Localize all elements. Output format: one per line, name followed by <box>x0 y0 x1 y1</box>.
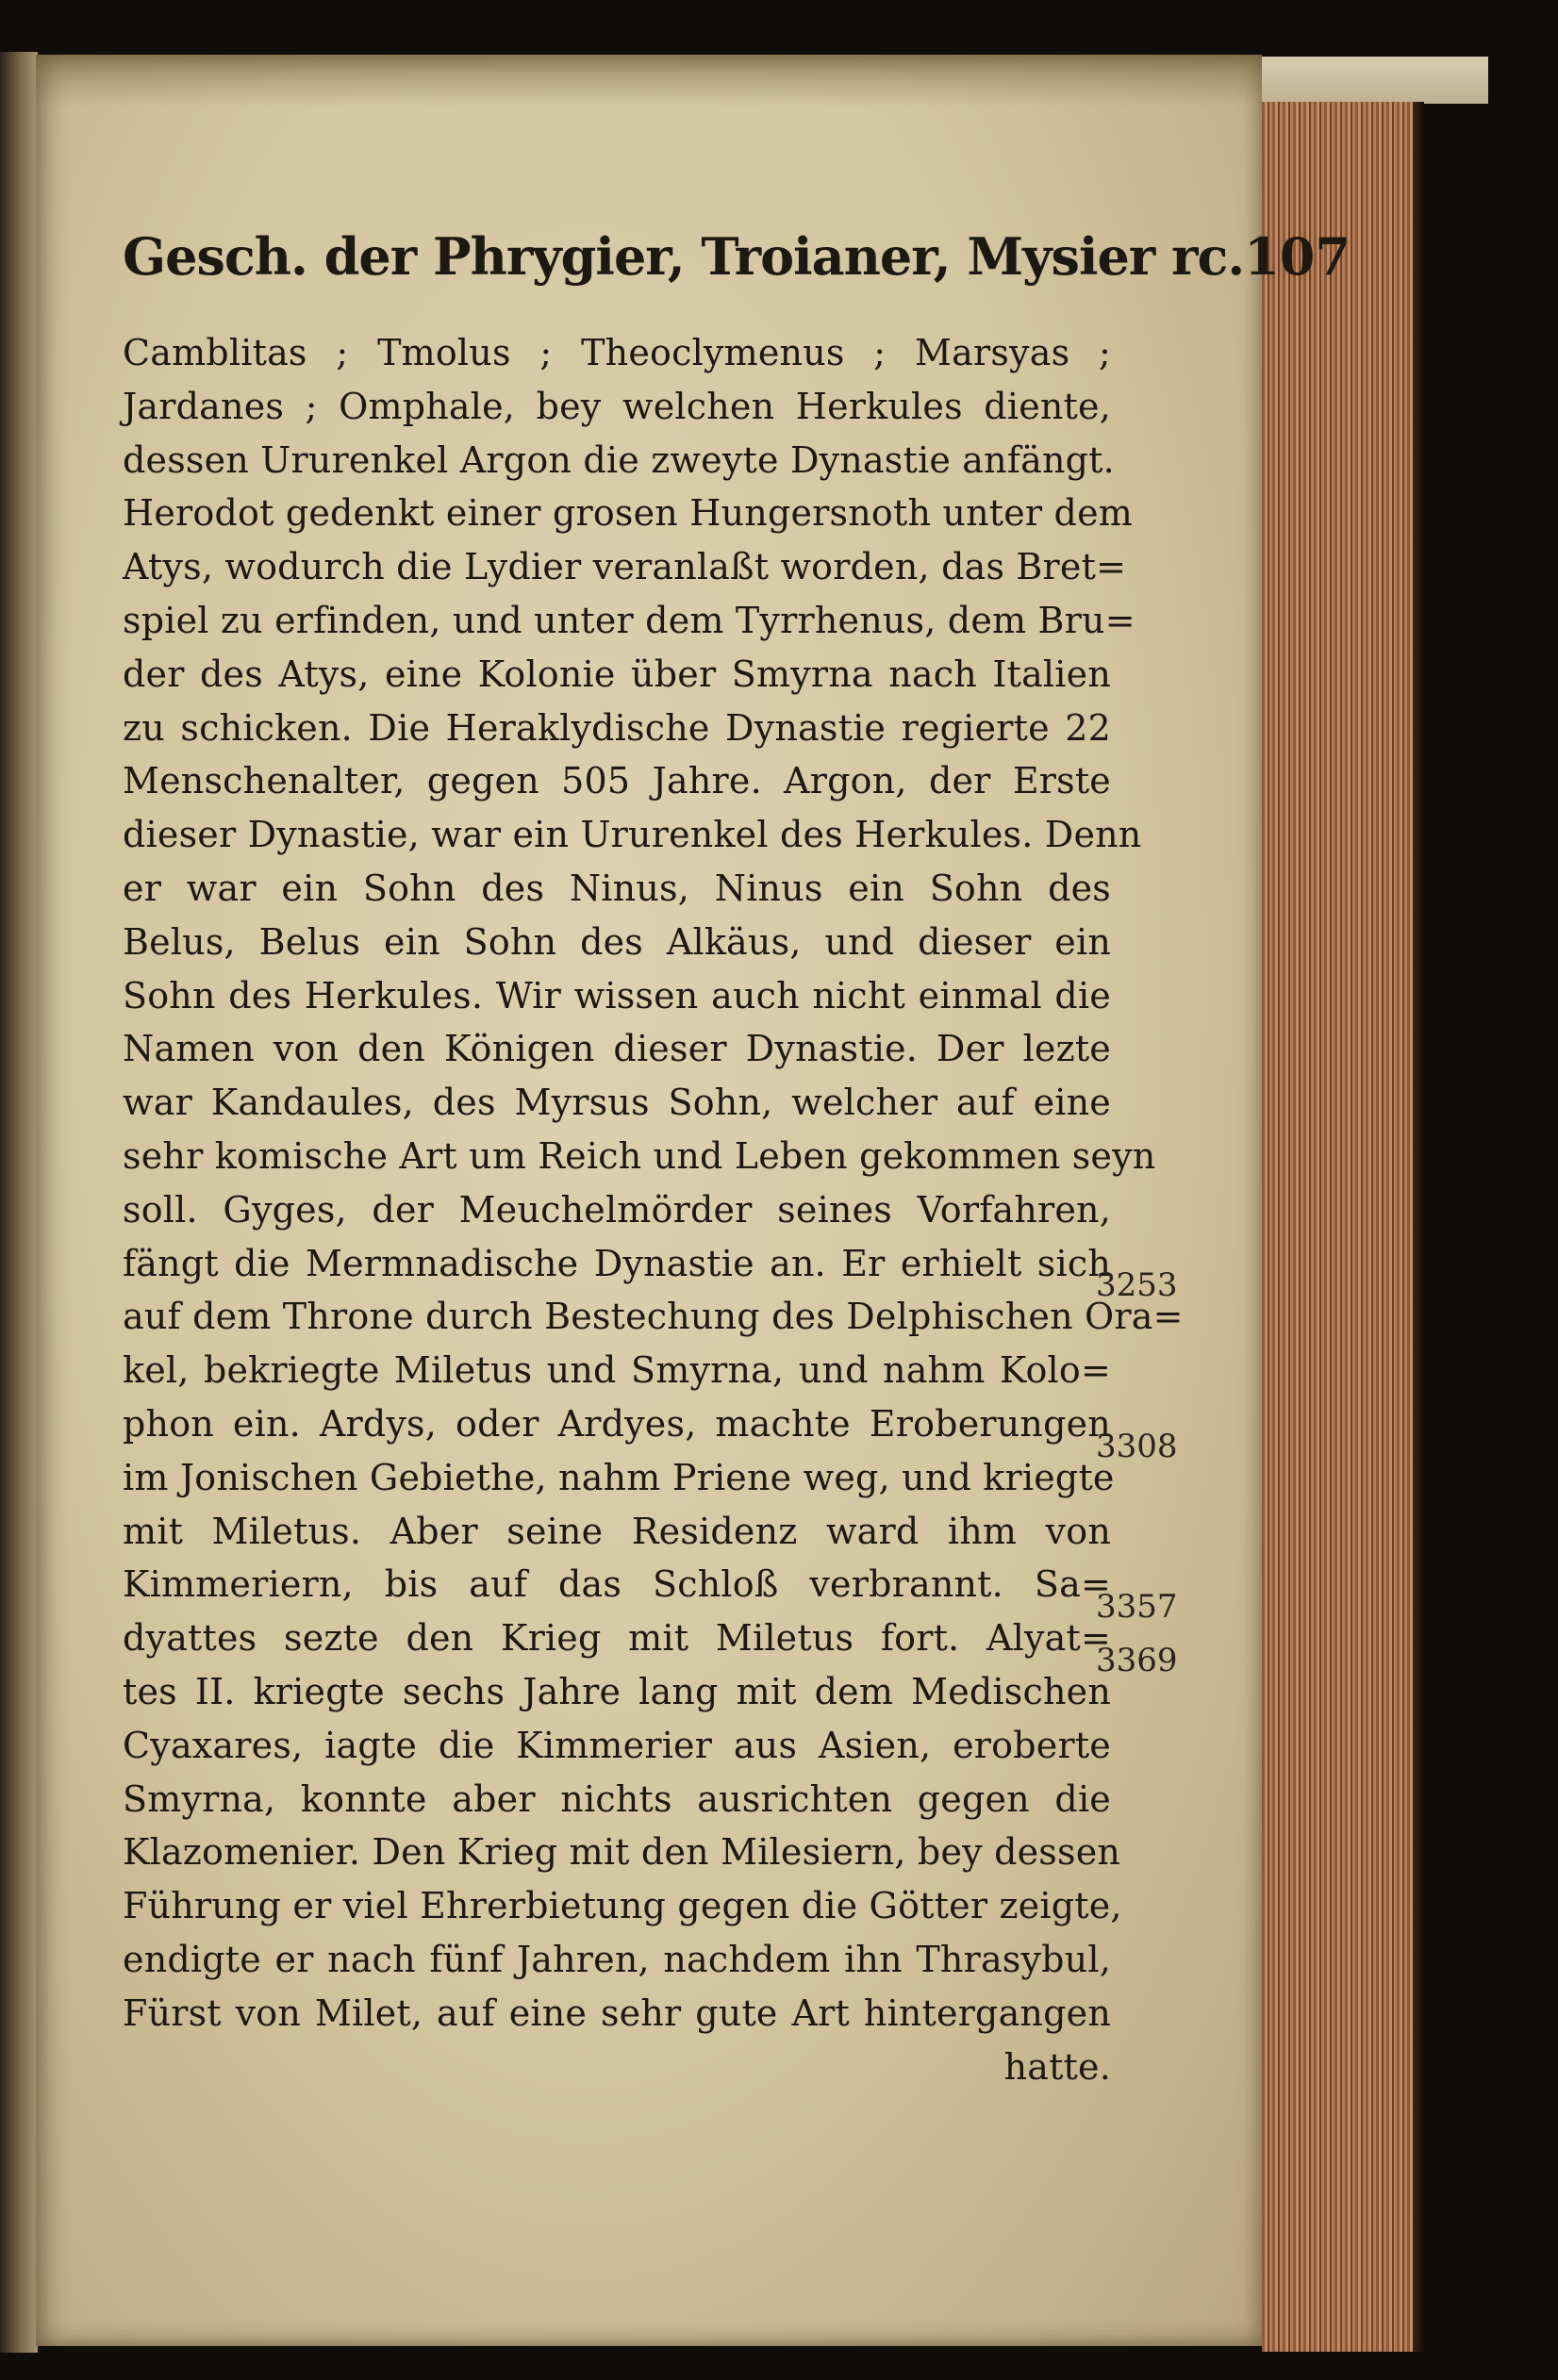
text-line: kel, bekriegte Miletus und Smyrna, und nahm Kolo= <box>123 1349 1111 1392</box>
text-line: der des Atys, eine Kolonie über Smyrna nach Italien <box>123 653 1111 695</box>
text-line: Menschenalter, gegen 505 Jahre. Argon, der Erste <box>123 760 1111 802</box>
text-line: Atys, wodurch die Lydier veranlaßt worden, das Bret= <box>123 546 1127 588</box>
text-line-catchword: hatte. <box>1003 2045 1111 2088</box>
text-line: fängt die Mermnadische Dynastie an. Er erhielt sich <box>123 1242 1111 1284</box>
text-line: Camblitas ; Tmolus ; Theoclymenus ; Marsyas ; <box>123 332 1111 373</box>
text-line: Herodot gedenkt einer grosen Hungersnoth unter dem <box>123 492 1133 535</box>
text-line: dessen Ururenkel Argon die zweyte Dynastie anfängt. <box>123 438 1115 481</box>
margin-year: 3308 <box>1096 1428 1178 1465</box>
page-stain <box>36 55 1262 107</box>
text-line: endigte er nach fünf Jahren, nachdem ihn Thrasybul, <box>123 1938 1111 1980</box>
text-line: er war ein Sohn des Ninus, Ninus ein Sohn des <box>123 867 1111 909</box>
page-header <box>123 226 1351 321</box>
text-line: Namen von den Königen dieser Dynastie. Der lezte <box>123 1028 1111 1070</box>
text-line: Smyrna, konnte aber nichts ausrichten gegen die <box>123 1777 1111 1820</box>
text-line: im Jonischen Gebiethe, nahm Priene weg, und kriegte <box>123 1456 1115 1498</box>
text-line: Kimmeriern, bis auf das Schloß verbrannt. Sa= <box>123 1563 1111 1606</box>
page-number: 107 <box>1244 226 1351 287</box>
text-line: zu schicken. Die Heraklydische Dynastie regierte 22 <box>123 706 1111 749</box>
text-line: tes II. kriegte sechs Jahre lang mit dem Medischen <box>123 1670 1111 1712</box>
margin-year: 3357 <box>1096 1588 1178 1626</box>
text-line: spiel zu erfinden, und unter dem Tyrrhenus, dem Bru= <box>123 599 1135 641</box>
text-line: Klazomenier. Den Krieg mit den Milesiern, bey dessen <box>123 1831 1121 1874</box>
text-line: Führung er viel Ehrerbietung gegen die Götter zeigte, <box>123 1885 1122 1927</box>
left-page-edge <box>0 52 38 2353</box>
text-line: Fürst von Milet, auf eine sehr gute Art hintergangen <box>123 1992 1111 2034</box>
book-cover-edge <box>1413 102 1424 2352</box>
text-line: Cyaxares, iagte die Kimmerier aus Asien, eroberte <box>123 1724 1111 1766</box>
text-line: Jardanes ; Omphale, bey welchen Herkules diente, <box>123 385 1111 427</box>
text-line: Belus, Belus ein Sohn des Alkäus, und dieser ein <box>123 920 1111 963</box>
page-stack-edge <box>1262 102 1413 2352</box>
page-stack-top <box>1262 57 1488 104</box>
text-line: Sohn des Herkules. Wir wissen auch nicht einmal die <box>123 974 1111 1016</box>
text-line: soll. Gyges, der Meuchelmörder seines Vorfahren, <box>123 1188 1111 1231</box>
text-line: sehr komische Art um Reich und Leben gekommen seyn <box>123 1134 1156 1177</box>
text-line: mit Miletus. Aber seine Residenz ward ihm von <box>123 1510 1111 1552</box>
text-line: auf dem Throne durch Bestechung des Delphischen Ora= <box>123 1296 1184 1338</box>
text-line: dieser Dynastie, war ein Ururenkel des Herkules. Denn <box>123 814 1142 856</box>
running-head: Gesch. der Phrygier, Troianer, Mysier rc. <box>123 226 1245 287</box>
text-line: dyattes sezte den Krieg mit Miletus fort. Alyat= <box>123 1617 1111 1660</box>
margin-year: 3253 <box>1096 1266 1178 1304</box>
margin-year: 3369 <box>1096 1642 1178 1679</box>
text-line: phon ein. Ardys, oder Ardyes, machte Eroberungen <box>123 1402 1111 1445</box>
text-line: war Kandaules, des Myrsus Sohn, welcher auf eine <box>123 1082 1111 1124</box>
